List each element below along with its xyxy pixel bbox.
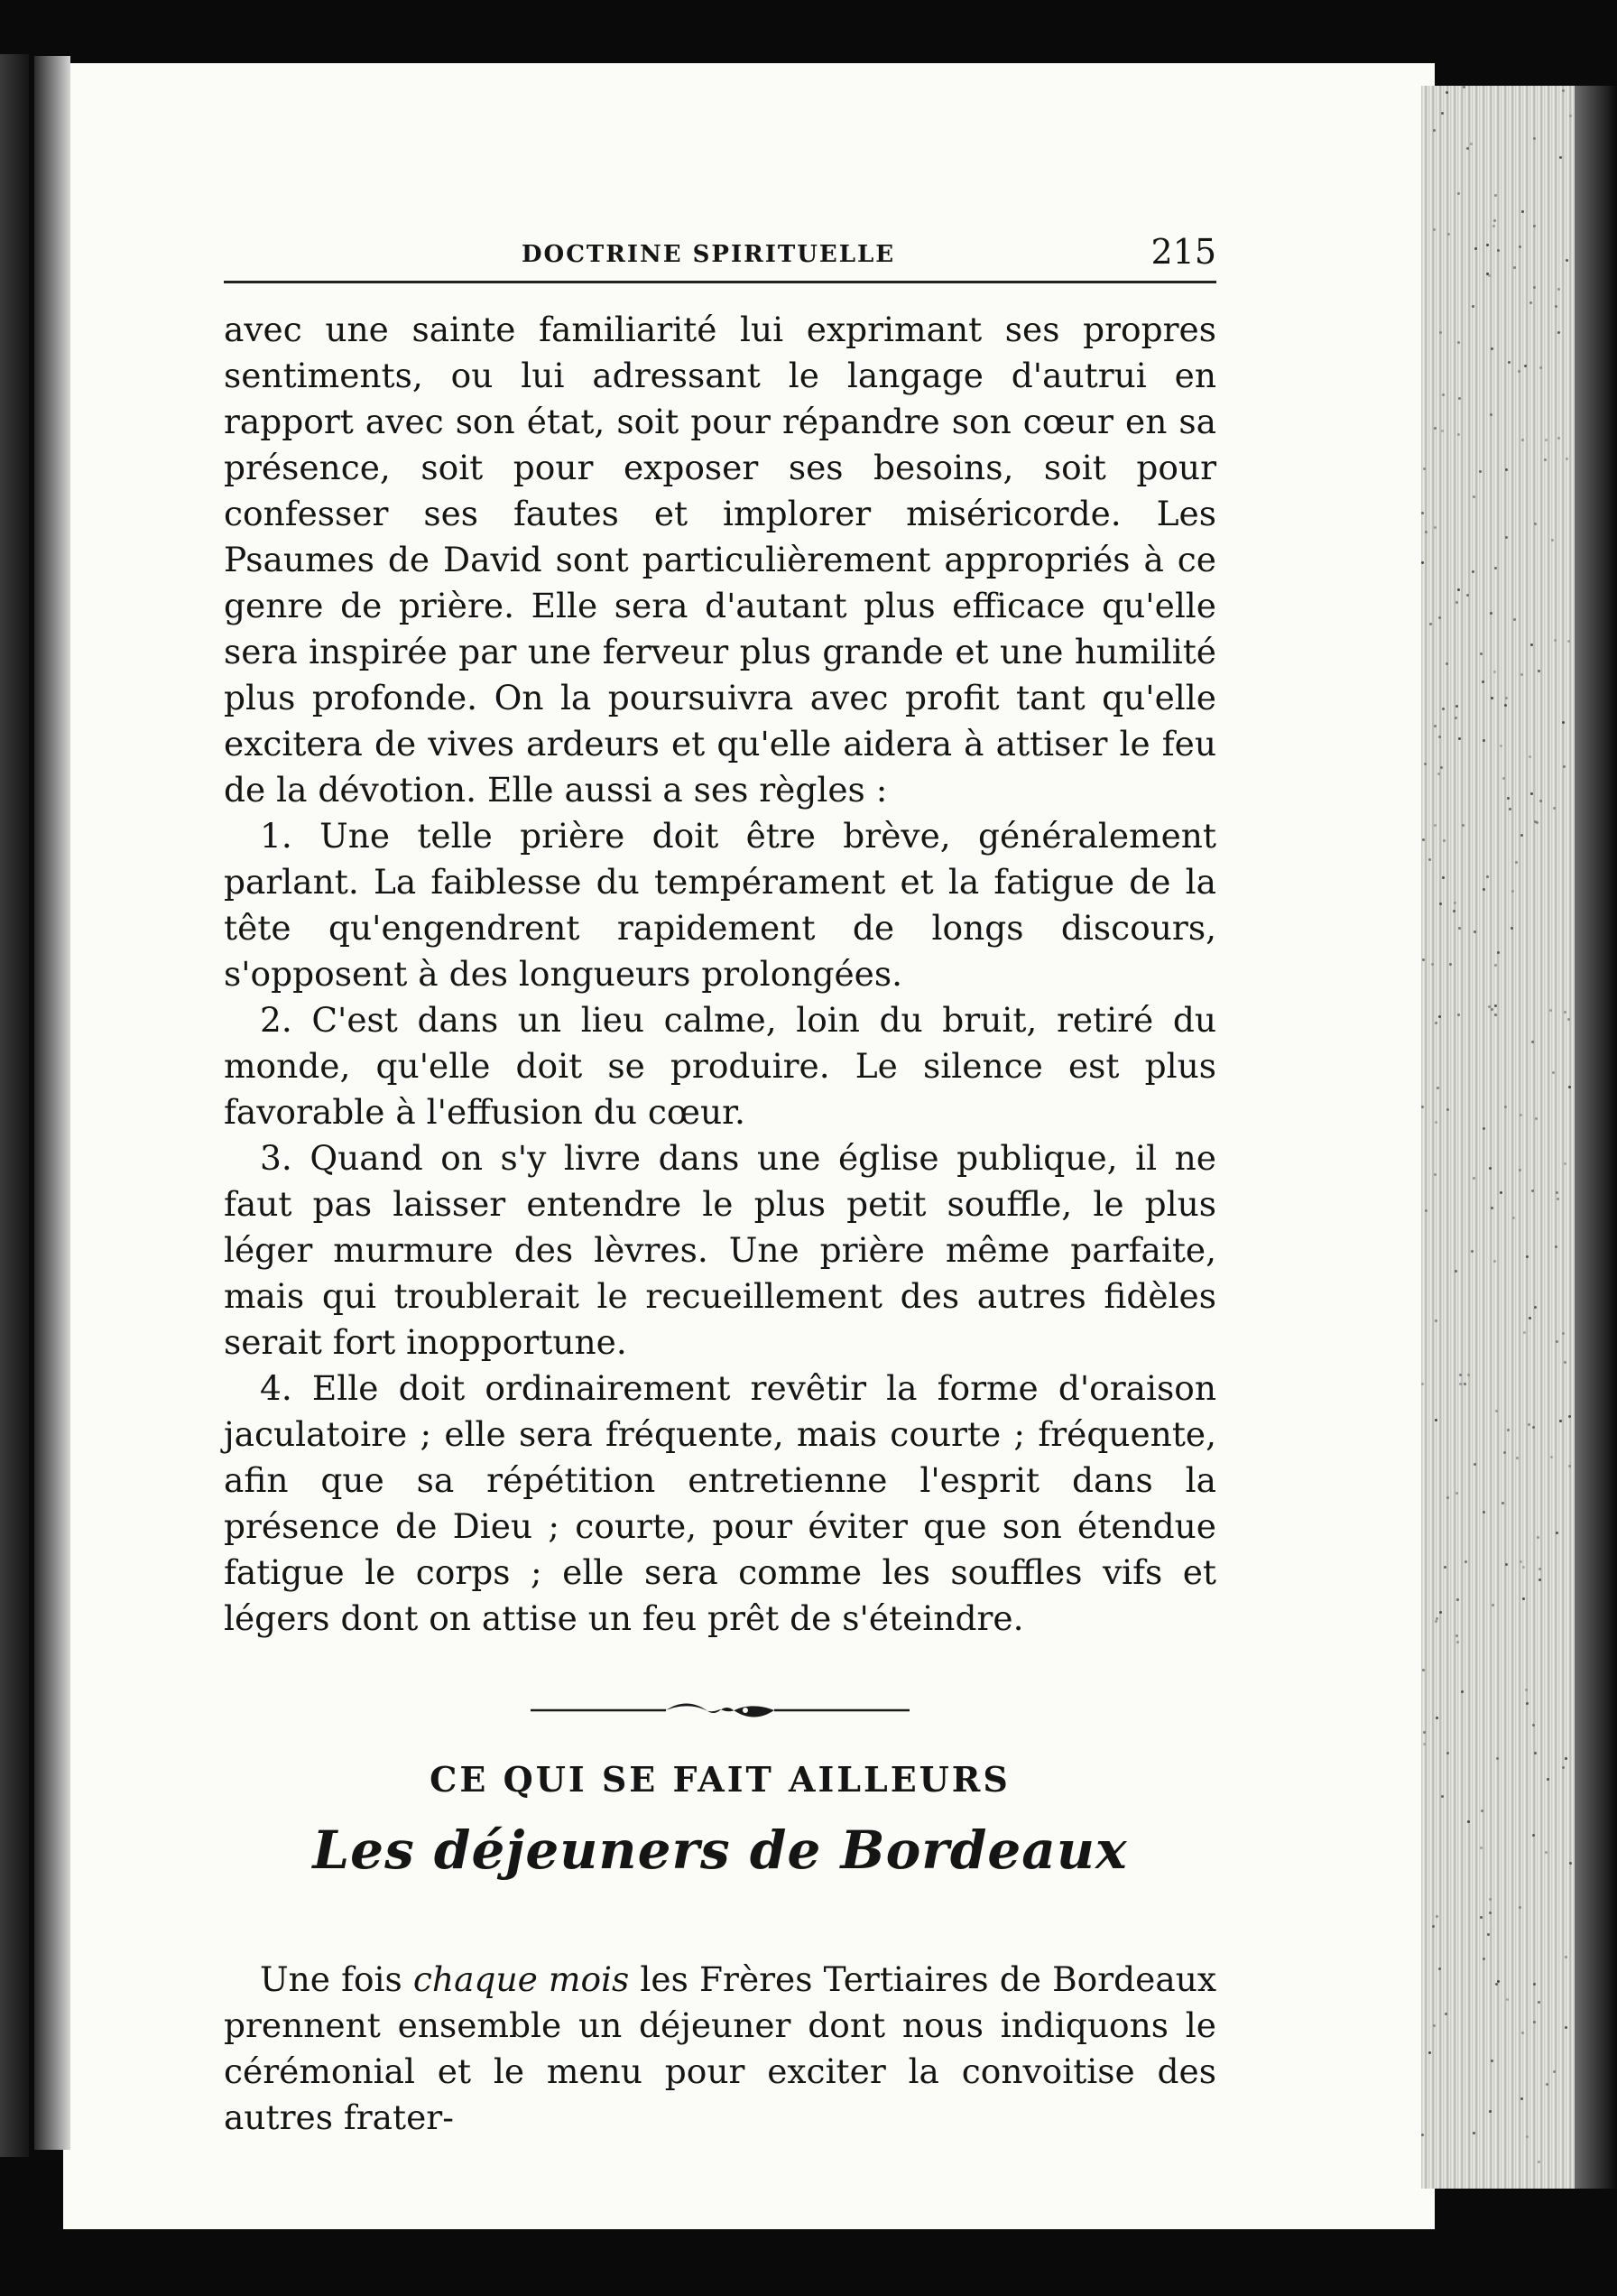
paper-speck — [1533, 1983, 1536, 1986]
paper-speck — [1433, 2024, 1436, 2027]
paper-speck — [1472, 570, 1474, 573]
paper-speck — [1545, 439, 1548, 441]
paper-speck — [1491, 1207, 1493, 1209]
paper-speck — [1446, 662, 1448, 665]
body-text — [224, 307, 1216, 1642]
paper-speck — [1533, 137, 1536, 140]
paper-speck — [1436, 1617, 1438, 1620]
paper-speck — [1546, 2083, 1548, 2086]
paper-speck — [1453, 910, 1455, 912]
paper-speck — [1564, 1361, 1566, 1364]
paper-speck — [1457, 1014, 1460, 1016]
paper-speck — [1567, 640, 1570, 643]
paper-speck — [1455, 1634, 1458, 1637]
paper-speck — [1526, 1702, 1529, 1705]
paper-speck — [1513, 266, 1516, 269]
paper-speck — [1445, 2013, 1447, 2015]
paper-speck — [1470, 143, 1473, 145]
paper-speck — [1533, 2021, 1536, 2023]
paper-speck — [1483, 1958, 1485, 1960]
paper-speck — [1423, 1743, 1426, 1745]
paper-speck — [1422, 1669, 1425, 1671]
paper-speck — [1439, 1611, 1442, 1614]
paper-speck — [1529, 1317, 1531, 1319]
paper-speck — [1563, 765, 1566, 768]
paper-speck — [1505, 468, 1508, 471]
paper-speck — [1431, 963, 1434, 966]
paper-speck — [1483, 1127, 1485, 1130]
paper-speck — [1538, 1578, 1541, 1581]
paper-speck — [1521, 2032, 1524, 2034]
paper-speck — [1538, 2161, 1540, 2163]
paper-speck — [1562, 1766, 1565, 1769]
paper-speck — [1473, 1177, 1475, 1180]
paper-speck — [1520, 834, 1523, 837]
paper-speck — [1464, 1383, 1466, 1385]
paper-speck — [1481, 1810, 1483, 1812]
paper-speck — [1520, 1560, 1522, 1563]
paper-speck — [1550, 1456, 1553, 1458]
paper-speck — [1455, 1492, 1458, 1495]
ornament-divider — [531, 1698, 910, 1723]
paper-speck — [1557, 331, 1560, 334]
paper-speck — [1562, 89, 1565, 92]
article-body — [224, 1957, 1216, 2141]
paper-speck — [1442, 708, 1445, 710]
paper-speck — [1439, 903, 1442, 905]
paper-speck — [1473, 2132, 1475, 2134]
paper-speck — [1537, 1536, 1539, 1539]
paper-speck — [1525, 1689, 1528, 1691]
paper-speck — [1494, 567, 1497, 569]
paper-speck — [1436, 1915, 1438, 1918]
rule-1: 1. Une telle prière doit être brève, généralement parlant. La faiblesse du tempérament et la fatigue de la tête qu'engendrent rapidement de longs discours, s'opposent à des longueurs prolongées. — [224, 816, 1216, 994]
paper-speck — [1462, 824, 1465, 827]
paper-speck — [1529, 755, 1531, 758]
paper-speck — [1538, 1568, 1541, 1570]
paper-speck — [1493, 219, 1496, 222]
paper-speck — [1528, 1423, 1530, 1426]
paper-speck — [1490, 413, 1492, 416]
paper-speck — [1435, 1121, 1437, 1124]
paper-speck — [1534, 1752, 1537, 1754]
paper-speck — [1531, 1041, 1534, 1043]
paper-speck — [1457, 341, 1460, 344]
paper-speck — [1442, 876, 1445, 879]
paper-speck — [1465, 1560, 1467, 1563]
paper-speck — [1422, 958, 1425, 961]
paper-speck — [1434, 427, 1437, 430]
paper-speck — [1455, 717, 1457, 719]
paper-speck — [1500, 745, 1502, 747]
paper-speck — [1483, 888, 1485, 891]
paper-speck — [1494, 1004, 1497, 1007]
paper-speck — [1433, 129, 1436, 132]
paper-speck — [1515, 861, 1518, 864]
paper-speck — [1472, 305, 1474, 308]
paper-speck — [1493, 1260, 1496, 1263]
paper-speck — [1480, 1847, 1483, 1849]
paper-speck — [1456, 1641, 1459, 1643]
paper-speck — [1520, 2097, 1523, 2100]
paper-speck — [1523, 1331, 1526, 1334]
running-title: DOCTRINE SPIRITUELLE — [522, 241, 896, 268]
paper-speck — [1496, 1757, 1499, 1760]
paper-speck — [1459, 1374, 1462, 1376]
paper-speck — [1466, 594, 1469, 597]
paper-speck — [1480, 1916, 1483, 1919]
paper-speck — [1521, 439, 1524, 441]
binding-shadow — [34, 56, 70, 2150]
running-head — [224, 230, 1216, 283]
paper-speck — [1557, 437, 1560, 440]
intro-before: Une fois — [260, 1959, 413, 1999]
paper-speck — [1422, 838, 1425, 841]
paper-speck — [1487, 1933, 1490, 1936]
paper-speck — [1446, 91, 1448, 94]
paper-speck — [1490, 612, 1492, 615]
paper-speck — [1530, 792, 1533, 795]
paper-speck — [1500, 1191, 1502, 1194]
paper-speck — [1497, 1980, 1500, 1983]
paper-speck — [1467, 1374, 1470, 1376]
paper-speck — [1556, 1532, 1558, 1534]
paper-speck — [1467, 1820, 1470, 1823]
paper-speck — [1449, 963, 1452, 966]
paper-speck — [1435, 1419, 1437, 1421]
paper-speck — [1443, 839, 1446, 842]
paper-speck — [1421, 561, 1424, 564]
paper-speck — [1459, 1383, 1462, 1385]
paper-speck — [1497, 951, 1500, 954]
paper-speck — [1565, 1757, 1567, 1760]
paper-speck — [1434, 526, 1437, 529]
paper-speck — [1423, 1731, 1426, 1734]
paper-speck — [1428, 858, 1431, 861]
paper-speck — [1513, 618, 1516, 621]
paper-speck — [1552, 1071, 1555, 1074]
paper-speck — [1492, 1604, 1494, 1606]
paper-speck — [1435, 1319, 1437, 1322]
paper-speck — [1504, 704, 1507, 707]
paper-speck — [1489, 2110, 1492, 2113]
paper-speck — [1522, 1597, 1525, 1600]
right-shadow — [1575, 86, 1617, 2189]
paper-speck — [1486, 273, 1489, 275]
paper-speck — [1565, 1956, 1567, 1958]
paper-speck — [1503, 1451, 1506, 1454]
paper-speck — [1526, 2135, 1529, 2138]
paper-speck — [1534, 523, 1537, 525]
paper-speck — [1568, 1465, 1571, 1467]
paragraph-continuation: avec une sainte familiarité lui exprimant ses propres sentiments, ou lui adressant le langage d'autrui en rapport avec son état, soit pour répandre son cœur en sa présence, soit pour exposer ses besoins, soit pour confesser ses fautes et implorer miséricorde. Les Psaumes de David sont particulièrement appropriés à ce genre de prière. Elle sera d'autant plus efficace qu'elle sera inspirée par une ferveur plus grande et une humilité plus profonde. On la poursuivra avec profit tant qu'elle excitera de vives ardeurs et qu'elle aidera à attiser le feu de la dévotion. Elle aussi a ses règles : — [224, 310, 1216, 810]
paper-speck — [1544, 458, 1547, 461]
paper-speck — [1505, 536, 1508, 539]
paper-speck — [1535, 1117, 1538, 1120]
paper-speck — [1435, 1620, 1437, 1623]
intro-after: les Frères Tertiaires de Bordeaux prennent ensemble un déjeuner dont nous indiquons le cérémonial et le menu pour exciter la convoitise des autres frater- — [224, 1959, 1217, 2137]
paper-speck — [1539, 366, 1542, 369]
paper-speck — [1557, 1198, 1559, 1200]
paper-speck — [1456, 1598, 1459, 1601]
paper-speck — [1566, 458, 1568, 460]
paper-speck — [1564, 1162, 1566, 1165]
paper-speck — [1547, 1778, 1549, 1781]
paper-speck — [1533, 225, 1536, 227]
paper-speck — [1557, 288, 1560, 291]
paper-speck — [1483, 739, 1485, 742]
paper-speck — [1421, 1383, 1424, 1385]
paper-speck — [1425, 531, 1428, 533]
paper-speck — [1569, 115, 1572, 117]
paper-speck — [1495, 1983, 1498, 1986]
paper-speck — [1491, 1008, 1493, 1011]
paper-speck — [1434, 824, 1437, 827]
paper-speck — [1495, 1410, 1498, 1412]
paper-speck — [1436, 1717, 1438, 1719]
paper-speck — [1534, 1306, 1537, 1309]
intro-emphasis: chaque mois — [412, 1959, 630, 1999]
paper-speck — [1532, 1724, 1535, 1727]
paper-speck — [1494, 1014, 1497, 1016]
paper-speck — [1567, 1018, 1570, 1021]
paper-speck — [1461, 1690, 1464, 1693]
paper-speck — [1511, 927, 1513, 930]
paper-speck — [1505, 697, 1508, 699]
paper-speck — [1566, 259, 1568, 262]
paper-speck — [1471, 1250, 1474, 1253]
paper-speck — [1446, 1496, 1449, 1499]
paper-speck — [1553, 2070, 1556, 2073]
rule-2: 2. C'est dans un lieu calme, loin du bruit, retiré du monde, qu'elle doit se produire. Le silence est plus favorable à l'effusion du cœur. — [224, 1000, 1216, 1132]
paper-speck — [1447, 233, 1450, 236]
paper-speck — [1532, 1834, 1535, 1837]
paper-speck — [1545, 1851, 1548, 1854]
paper-speck — [1511, 890, 1514, 893]
paper-speck — [1421, 512, 1424, 514]
paper-speck — [1486, 244, 1489, 246]
paper-speck — [1564, 1011, 1566, 1014]
paper-speck — [1502, 777, 1505, 780]
paper-speck — [1512, 1217, 1515, 1219]
paper-speck — [1529, 301, 1532, 304]
paper-speck — [1562, 1332, 1565, 1335]
paper-speck — [1439, 331, 1442, 334]
paper-speck — [1551, 539, 1554, 542]
paper-speck — [1444, 1566, 1446, 1569]
paper-speck — [1482, 680, 1484, 683]
paper-speck — [1429, 623, 1432, 625]
section-heading: CE QUI SE FAIT AILLEURS — [430, 1759, 1011, 1800]
paper-speck — [1520, 673, 1523, 676]
paper-speck — [1455, 705, 1458, 708]
paper-speck — [1446, 1752, 1449, 1754]
paper-speck — [1565, 2026, 1567, 2029]
paper-speck — [1530, 643, 1533, 646]
paper-speck — [1489, 1898, 1492, 1901]
paper-speck — [1435, 1022, 1437, 1024]
paper-speck — [1520, 1114, 1522, 1116]
paper-speck — [1507, 797, 1510, 800]
paper-speck — [1491, 2060, 1493, 2062]
paper-speck — [1438, 1967, 1441, 1970]
paper-speck — [1555, 1245, 1557, 1248]
paper-speck — [1479, 470, 1482, 473]
paper-speck — [1518, 370, 1520, 373]
paper-speck — [1553, 807, 1556, 810]
paper-speck — [1533, 286, 1536, 289]
paper-speck — [1437, 773, 1440, 775]
paper-speck — [1491, 697, 1493, 699]
paper-speck — [1458, 927, 1461, 930]
paper-speck — [1434, 725, 1437, 727]
paper-speck — [1457, 588, 1460, 591]
paper-speck — [1519, 1906, 1521, 1909]
paper-speck — [1556, 1191, 1558, 1194]
paper-speck — [1508, 361, 1511, 364]
paper-speck — [1423, 468, 1426, 470]
paper-speck — [1438, 1015, 1441, 1018]
paper-speck — [1538, 670, 1540, 672]
paper-speck — [1421, 2134, 1424, 2136]
paper-speck — [1554, 639, 1557, 642]
paper-speck — [1555, 305, 1557, 308]
paper-speck — [1559, 1420, 1562, 1422]
paper-speck — [1458, 737, 1461, 740]
paper-speck — [1441, 1795, 1444, 1798]
paper-speck — [1424, 763, 1427, 765]
paper-speck — [1438, 736, 1441, 738]
paper-speck — [1494, 194, 1497, 197]
paper-speck — [1549, 1009, 1552, 1012]
paper-speck — [1489, 1167, 1492, 1170]
paper-speck — [1466, 147, 1469, 150]
page-number: 215 — [1150, 232, 1216, 272]
paper-speck — [1474, 1463, 1476, 1466]
previous-page-edge — [0, 54, 29, 2157]
paper-speck — [1433, 228, 1436, 231]
page-edges — [1421, 86, 1575, 2189]
paper-speck — [1497, 249, 1500, 252]
paper-speck — [1434, 1173, 1437, 1176]
rule-3: 3. Quand on s'y livre dans une église publique, il ne faut pas laisser entendre le plus petit souffle, le plus léger murmure des lèvres. Une prière même parfaite, mais qui troublerait le recueillement des autres fidèles serait fort inopportune. — [224, 1138, 1216, 1362]
paper-speck — [1454, 902, 1456, 904]
article-intro — [224, 1957, 1216, 2141]
paper-speck — [1504, 1106, 1507, 1108]
paper-speck — [1437, 1087, 1439, 1089]
paper-speck — [1421, 1106, 1424, 1108]
paper-speck — [1440, 766, 1443, 769]
paper-speck — [1526, 1255, 1529, 1258]
paper-speck — [1562, 721, 1565, 724]
paper-speck — [1516, 1457, 1519, 1459]
rule-4: 4. Elle doit ordinairement revêtir la forme d'oraison jaculatoire ; elle sera fréquente, mais courte ; fréquente, afin que sa répétition entretienne l'esprit dans la présence de Dieu ; courte, pour éviter que son étendue fatigue le corps ; elle sera comme les souffles vifs et légers dont on attise un feu prêt de s'éteindre. — [224, 1368, 1216, 1638]
paper-speck — [1493, 671, 1496, 673]
paper-speck — [1474, 247, 1477, 250]
paper-speck — [1521, 210, 1524, 213]
paper-speck — [1519, 1169, 1521, 1171]
paper-speck — [1483, 1511, 1485, 1514]
paper-speck — [1531, 1190, 1534, 1192]
paper-speck — [1524, 365, 1527, 367]
paper-speck — [1473, 495, 1475, 498]
paper-speck — [1568, 1086, 1571, 1088]
article-title: Les déjeuners de Bordeaux — [312, 1819, 1128, 1881]
paper-speck — [1534, 820, 1537, 823]
paper-speck — [1438, 616, 1441, 619]
paper-speck — [1486, 875, 1489, 878]
paper-speck — [1455, 601, 1458, 604]
paper-speck — [1556, 1340, 1558, 1343]
paper-speck — [1442, 393, 1445, 396]
page-content — [224, 230, 1216, 2141]
paper-speck — [1539, 800, 1542, 802]
paper-speck — [1509, 808, 1511, 810]
paper-speck — [1474, 930, 1476, 933]
paper-speck — [1502, 1502, 1504, 1504]
paper-speck — [1432, 1925, 1435, 1928]
paper-speck — [1441, 430, 1444, 432]
paper-speck — [1458, 397, 1461, 400]
paper-speck — [1506, 1998, 1509, 2001]
paper-speck — [1494, 964, 1497, 967]
paper-speck — [1491, 347, 1493, 350]
paper-speck — [1538, 2001, 1540, 2004]
paper-speck — [1519, 245, 1521, 248]
paper-speck — [1441, 112, 1444, 115]
paper-speck — [1559, 156, 1562, 159]
paper-speck — [1492, 225, 1495, 227]
paper-speck — [1428, 2051, 1431, 2054]
paper-speck — [1457, 192, 1460, 195]
paper-speck — [1425, 1209, 1428, 1212]
paper-speck — [1455, 1270, 1457, 1273]
paper-speck — [1446, 1108, 1449, 1111]
paper-speck — [1505, 1563, 1508, 1566]
paper-speck — [1489, 1912, 1492, 1914]
paper-speck — [1532, 1426, 1535, 1429]
paper-speck — [1569, 1862, 1572, 1865]
paper-speck — [1522, 1566, 1525, 1569]
paper-speck — [1457, 433, 1460, 436]
paper-speck — [1507, 1429, 1510, 1431]
paper-speck — [1568, 1415, 1571, 1418]
paper-speck — [1480, 653, 1483, 655]
paper-speck — [1463, 86, 1465, 88]
